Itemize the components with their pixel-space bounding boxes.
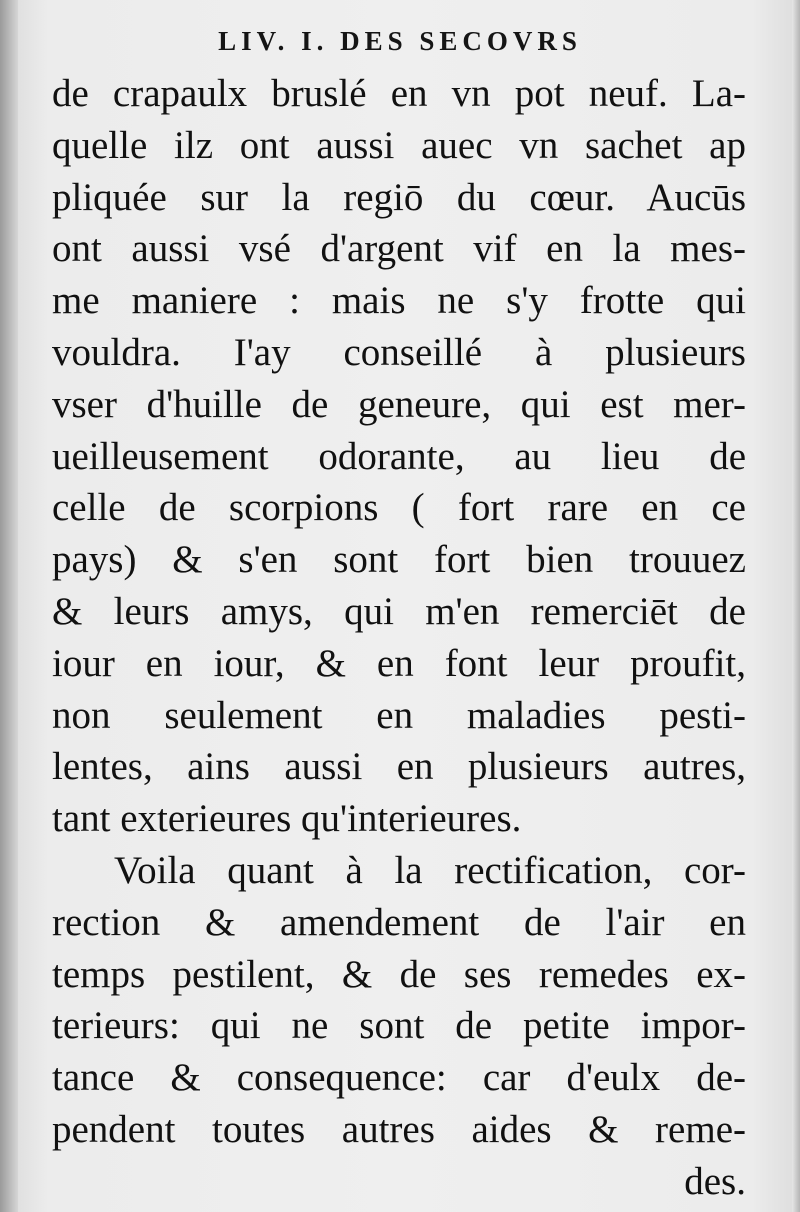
page-gutter-shadow	[0, 0, 18, 1212]
text-line: & leurs amys, qui m'en remerciēt de	[52, 589, 746, 633]
running-head: LIV. I. DES SECOVRS	[218, 26, 582, 56]
text-line: des.	[684, 1159, 746, 1203]
text-line: ont aussi vsé d'argent vif en la mes-	[52, 227, 746, 271]
text-line: pendent toutes autres aides & reme-	[52, 1107, 746, 1151]
text-line: me maniere : mais ne s'y frotte qui	[52, 279, 746, 323]
text-line: vouldra. I'ay conseillé à plusieurs	[52, 330, 746, 374]
text-line: celle de scorpions ( fort rare en ce	[52, 486, 746, 530]
text-line: tance & consequence: car d'eulx de-	[52, 1056, 746, 1100]
text-line: non seulement en maladies pesti-	[52, 693, 746, 737]
text-line: vser d'huille de geneure, qui est mer-	[52, 382, 746, 426]
text-line: tant exterieures qu'interieures.	[52, 797, 522, 841]
text-line: de crapaulx bruslé en vn pot neuf. La-	[52, 72, 746, 115]
text-line: terieurs: qui ne sont de petite impor-	[52, 1004, 746, 1048]
text-line: pliquée sur la regiō du cœur. Aucūs	[52, 175, 746, 219]
text-line: pays) & s'en sont fort bien trouuez	[52, 538, 746, 582]
text-line: lentes, ains aussi en plusieurs autres,	[52, 745, 746, 789]
text-line: iour en iour, & en font leur proufit,	[52, 641, 746, 685]
text-line: temps pestilent, & de ses remedes ex-	[52, 952, 746, 996]
page-edge-shadow	[792, 0, 800, 1212]
text-line: quelle ilz ont aussi auec vn sachet ap	[52, 123, 746, 167]
body-text	[52, 68, 746, 1208]
text-line: Voila quant à la rectification, cor-	[114, 848, 746, 892]
text-line: ueilleusement odorante, au lieu de	[52, 434, 746, 478]
text-line: rection & amendement de l'air en	[52, 900, 746, 944]
